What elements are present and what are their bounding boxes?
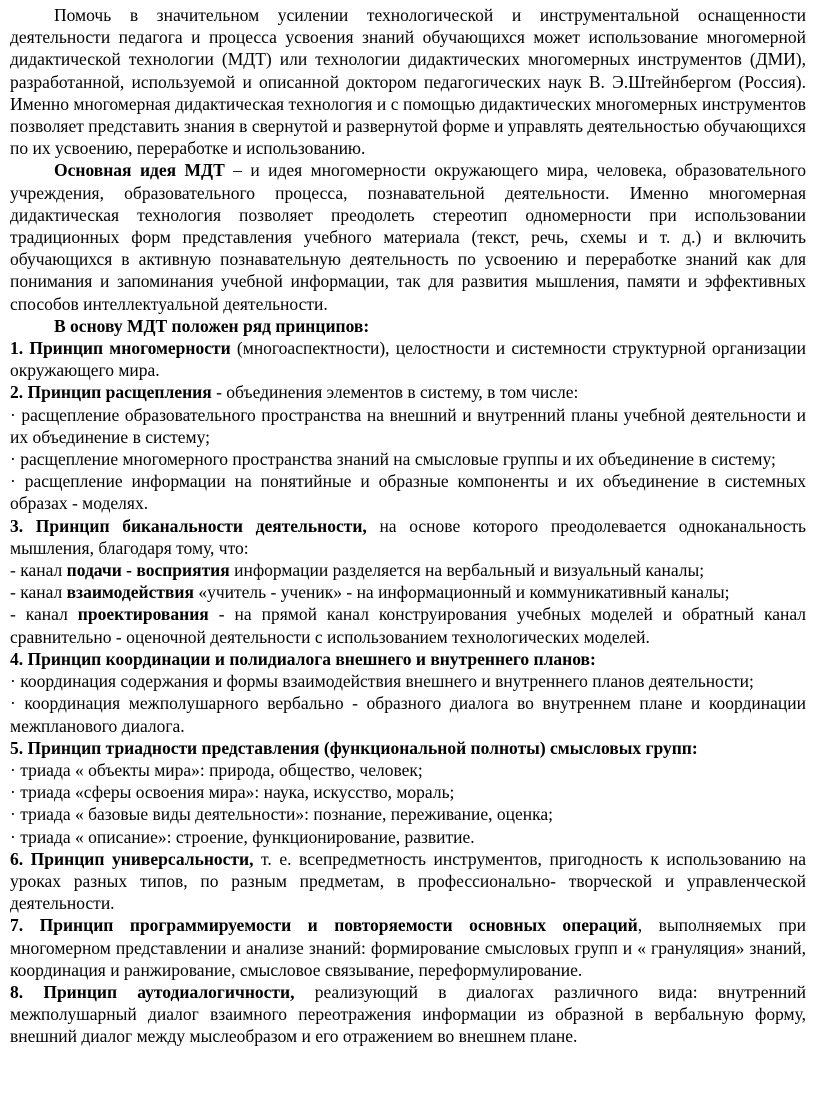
list-item-text: - на прямой канал конструирования учебных моделей и обратный канал сравнительно - оценочной деятельности с использованием технологических моделей. (10, 604, 806, 647)
list-item (10, 581, 806, 603)
principle-8 (10, 981, 806, 1048)
main-idea-paragraph (10, 159, 806, 314)
principle-1 (10, 337, 806, 381)
list-item-prefix: - канал (10, 582, 67, 603)
list-item-term: проектирования (77, 604, 209, 625)
list-item: · триада « описание»: строение, функционирование, развитие. (10, 826, 475, 847)
principle-2 (10, 381, 806, 403)
intro-paragraph: Помочь в значительном усилении технологической и инструментальной оснащенности деятельности педагога и процесса усвоения знаний обучающихся может использование многомерной дидактической технологии (МДТ) или технологии дидактических многомерных инструментов (ДМИ), разработанной, используемой и описанной доктором педагогических наук В. Э.Штейнбергом (Россия). Именно многомерная дидактическая технология и с помощью дидактических многомерных инструментов позволяет представить знания в свернутой и развернутой форме и управлять деятельностью обучающихся по их усвоению, переработке и использованию. (10, 5, 806, 159)
list-item-prefix: - канал (10, 560, 67, 581)
principle-4 (10, 648, 806, 670)
list-item-term: взаимодействия (66, 582, 194, 603)
list-item: · триада « базовые виды деятельности»: познание, переживание, оценка; (10, 804, 554, 825)
principle-4-title: 4. Принцип координации и полидиалога внешнего и внутреннего планов: (10, 648, 596, 669)
list-item-text: «учитель - ученик» - на информационный и коммуникативный каналы; (193, 582, 730, 603)
principle-1-text: (многоаспектности), целостности и системности структурной организации окружающего мира. (10, 338, 807, 381)
principle-7-text: , выполняемых при многомерном представлении и анализе знаний: формирование смысловых групп и « грануляция» знаний, координация и ранжирование, смысловое связывание, переформулирование. (10, 915, 806, 980)
principles-heading: В основу МДТ положен ряд принципов: (54, 315, 370, 336)
main-idea-term: Основная идея МДТ (54, 160, 225, 181)
principle-6-title: 6. Принцип универсальности, (10, 848, 254, 869)
principle-6-text: т. е. всепредметность инструментов, пригодность к использованию на уроках разных типов, по разным предметам, в профессионально- творческой и управленческой деятельности. (10, 848, 806, 914)
principle-8-text: реализующий в диалогах различного вида: внутренний межполушарный диалог взаимного переотражения информации из образной в вербальную форму, внешний диалог между мыслеобразом и его отражением во внешнем плане. (10, 981, 806, 1047)
principle-1-title: 1. Принцип многомерности (10, 338, 231, 359)
list-item-prefix: - канал (10, 604, 78, 625)
list-item-term: подачи - восприятия (66, 560, 230, 581)
principle-7-title: 7. Принцип программируемости и повторяемости основных операций (10, 915, 638, 936)
main-idea-text: – и идея многомерности окружающего мира, человека, образовательного учреждения, образовательного процесса, познавательной деятельности. Именно многомерная дидактическая технология позволяет преодолеть стереотип одномерности при использовании традиционных форм представления учебного материала (текст, речь, схемы и т. д.) и включить обучающихся в активную познавательную деятельность по усвоению и переработке знаний как для понимания и запоминания учебной информации, так для развития мышления, памяти и эффективных способов интеллектуальной деятельности. (10, 160, 806, 314)
principle-2-text: - объединения элементов в систему, в том числе: (211, 382, 579, 403)
list-item: · координация межполушарного вербально - образного диалога во внутреннем плане и координации межпланового диалога. (10, 693, 806, 736)
principle-5-title: 5. Принцип триадности представления (функциональной полноты) смысловых групп: (10, 737, 698, 758)
principle-2-title: 2. Принцип расщепления (10, 382, 212, 403)
list-item (10, 603, 806, 647)
list-item: · триада «сферы освоения мира»: наука, искусство, мораль; (10, 782, 455, 803)
list-item-text: информации разделяется на вербальный и визуальный каналы; (229, 560, 705, 581)
principle-6 (10, 848, 806, 915)
list-item: · расщепление образовательного пространства на внешний и внутренний планы учебной деятельности и их объединение в систему; (10, 404, 806, 447)
principle-3-text: на основе которого преодолевается одноканальность мышления, благодаря тому, что: (10, 515, 806, 558)
principle-3 (10, 515, 806, 559)
list-item: · расщепление многомерного пространства знаний на смысловые группы и их объединение в систему; (10, 449, 776, 470)
list-item: · координация содержания и формы взаимодействия внешнего и внутреннего планов деятельности; (10, 671, 754, 692)
list-item: · расщепление информации на понятийные и образные компоненты и их объединение в системных образах - моделях. (10, 471, 806, 514)
principle-3-title: 3. Принцип биканальности деятельности, (10, 515, 367, 536)
principle-7 (10, 914, 806, 981)
principle-5 (10, 737, 806, 759)
list-item: · триада « объекты мира»: природа, общество, человек; (10, 759, 423, 780)
list-item (10, 559, 806, 581)
principle-8-title: 8. Принцип аутодиалогичности, (10, 981, 295, 1002)
